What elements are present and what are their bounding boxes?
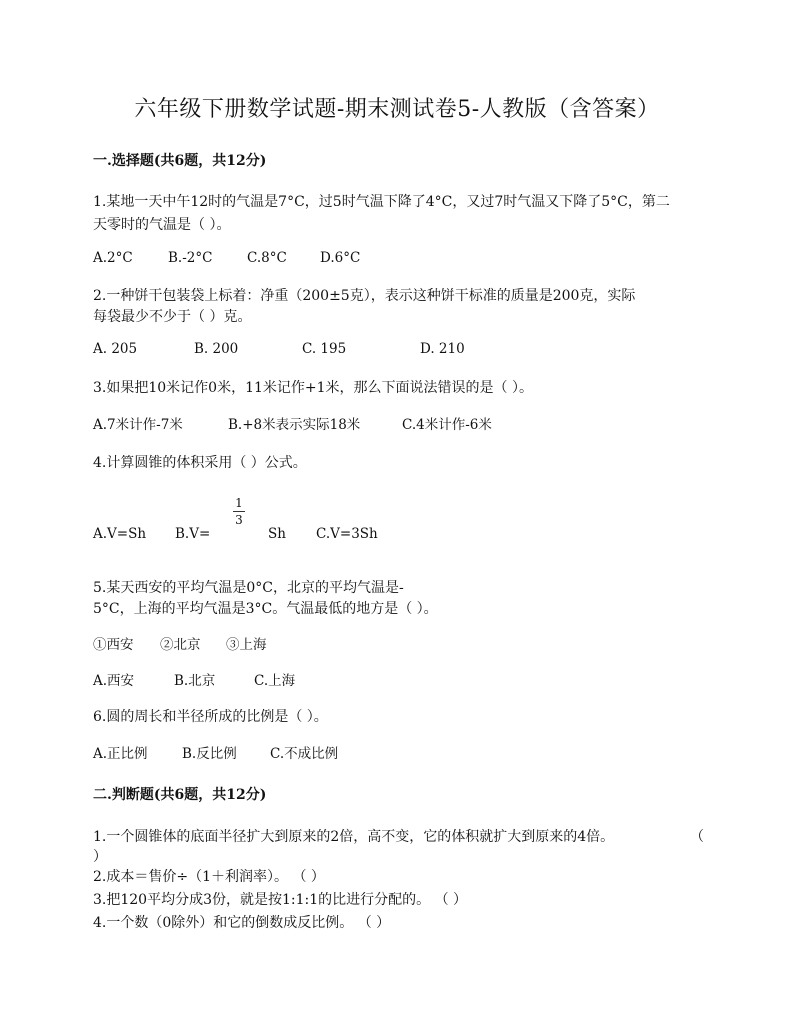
q1-option-d: D.6°C	[320, 250, 361, 266]
q3-option-c: C.4米计作-6米	[402, 417, 492, 433]
q3-option-a: A.7米计作-7米	[93, 417, 183, 433]
q4-option-a: A.V=Sh	[93, 526, 147, 542]
question-1-line-1: 1.某地一天中午12时的气温是7°C，过5时气温下降了4°C，又过7时气温又下降了5°C，第二	[93, 194, 670, 210]
q2-option-c: C. 195	[302, 341, 347, 357]
q1-option-c: C.8°C	[247, 250, 287, 266]
question-1-line-2: 天零时的气温是（ ）。	[93, 217, 231, 233]
page-title: 六年级下册数学试题-期末测试卷5-人教版（含答案）	[134, 97, 660, 122]
question-5-line-2: 5°C，上海的平均气温是3°C。气温最低的地方是（ ）。	[93, 601, 438, 617]
fraction-numerator: 1	[235, 496, 243, 510]
question-6-line-1: 6.圆的周长和半径所成的比例是（ ）。	[93, 709, 328, 725]
q2-option-a: A. 205	[93, 341, 138, 357]
q5-choice-1: ①西安	[93, 637, 134, 653]
judge-1-line-1: 1.一个圆锥体的底面半径扩大到原来的2倍，高不变，它的体积就扩大到原来的4倍。	[93, 829, 615, 845]
q5-choice-2: ②北京	[160, 637, 201, 653]
q4-option-b: B.V=	[175, 526, 211, 542]
q4-option-b-suffix: Sh	[268, 526, 286, 542]
q4-option-c: C.V=3Sh	[316, 526, 378, 542]
q5-option-c: C.上海	[254, 673, 296, 689]
q1-option-a: A.2°C	[93, 250, 133, 266]
judge-3: 3.把120平均分成3份，就是按1:1:1的比进行分配的。 （ ）	[93, 892, 468, 908]
one-third-fraction	[232, 496, 246, 527]
q6-option-a: A.正比例	[93, 746, 148, 762]
judge-1-paren-open: （	[690, 829, 704, 845]
question-5-line-1: 5.某天西安的平均气温是0°C，北京的平均气温是-	[93, 580, 404, 596]
judge-1-paren-close: ）	[93, 849, 107, 865]
section-heading-choice: 一.选择题(共6题，共12分)	[93, 153, 267, 169]
q5-choice-3: ③上海	[226, 637, 267, 653]
q2-option-b: B. 200	[194, 341, 239, 357]
q5-option-b: B.北京	[174, 673, 216, 689]
question-3-line-1: 3.如果把10米记作0米，11米记作+1米，那么下面说法错误的是（ ）。	[93, 380, 533, 396]
judge-2: 2.成本＝售价÷（1＋利润率）。 （ ）	[93, 869, 325, 885]
q6-option-b: B.反比例	[182, 746, 237, 762]
section-heading-judgement: 二.判断题(共6题，共12分)	[93, 787, 267, 803]
judge-4: 4.一个数（0除外）和它的倒数成反比例。 （ ）	[93, 915, 391, 931]
q2-option-d: D. 210	[420, 341, 465, 357]
question-4-line-1: 4.计算圆锥的体积采用（ ）公式。	[93, 455, 307, 471]
fraction-denominator: 3	[235, 513, 243, 527]
question-2-line-1: 2.一种饼干包装袋上标着：净重（200±5克），表示这种饼干标准的质量是200克，实际	[93, 288, 636, 304]
question-2-line-2: 每袋最少不少于（ ）克。	[93, 309, 252, 325]
q6-option-c: C.不成比例	[270, 746, 339, 762]
q3-option-b: B.+8米表示实际18米	[228, 417, 361, 433]
q5-option-a: A.西安	[93, 673, 135, 689]
q1-option-b: B.-2°C	[168, 250, 213, 266]
